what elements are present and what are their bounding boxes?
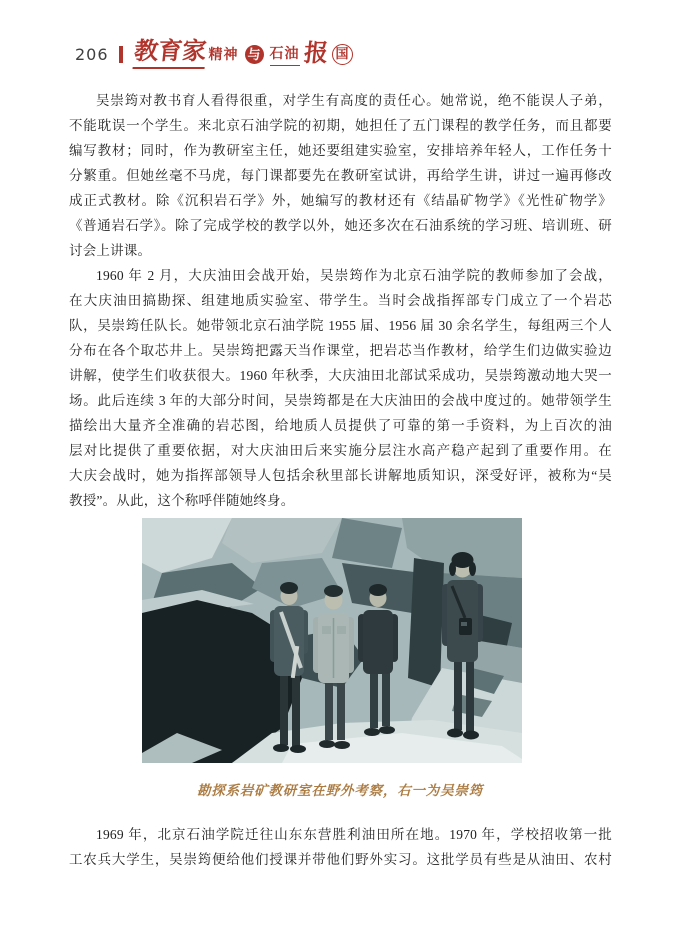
text-line: 《普通岩石学》。除了完成学校的教学以外，她还多次在石油系统的学习班、培训班、研 [69, 218, 612, 233]
text-line: 讲解，使学生们收获很大。1960 年秋季，大庆油田北部试采成功，吴崇筠激动地大哭一 [69, 368, 612, 383]
text-line: 大庆会战时，她为指挥部领导人包括余秋里部长讲解地质知识，深受好评，被称为“吴 [69, 468, 612, 483]
text-line: 1960 年 2 月，大庆油田会战开始，吴崇筠作为北京石油学院的教师参加了会战， [96, 268, 612, 283]
text-line: 成正式教材。除《沉积岩石学》外，她编写的教材还有《结晶矿物学》《光性矿物学》 [69, 193, 612, 208]
text-line: 队，吴崇筠任队长。她带领北京石油学院 1955 届、1956 届 30 余名学生，每组两三个人 [69, 318, 612, 333]
text-line: 吴崇筠对教书育人看得很重，对学生有高度的责任心。她常说，绝不能误人子弟， [96, 93, 612, 108]
header-divider-bar [119, 46, 123, 63]
text-line: 1969 年，北京石油学院迁往山东东营胜利油田所在地。1970 年，学校招收第一批 [96, 827, 612, 842]
article-body [69, 88, 612, 513]
text-line: 场。此后连续 3 年的大部分时间，吴崇筠都是在大庆油田的会战中度过的。她带领学生 [69, 393, 612, 408]
text-line: 描绘出大量齐全准确的岩芯图，给地质人员提供了可靠的第一手资料，为上百次的油 [69, 418, 612, 433]
book-title-logo [134, 40, 353, 69]
field-photo [142, 518, 522, 763]
logo-text-jingshen: 精神 [208, 48, 239, 63]
logo-text-shiyou: 石油 [270, 43, 300, 66]
text-line: 层对比提供了重要依据，对大庆油田后来实施分层注水高产稳产起到了重要作用。在 [69, 443, 612, 458]
page-number: 206 [75, 44, 109, 64]
text-line: 教授”。从此，这个称呼伴随她终身。 [69, 493, 295, 508]
logo-text-jiaoyujia: 教育家 [132, 40, 207, 69]
text-line: 工农兵大学生，吴崇筠便给他们授课并带他们野外实习。这批学员有些是从油田、农村 [69, 852, 612, 867]
paragraph-2 [69, 263, 612, 513]
paragraph-1 [69, 88, 612, 263]
logo-text-bao: 报 [302, 41, 329, 67]
logo-yu-circle-badge: 与 [245, 45, 264, 64]
page-header [75, 37, 353, 71]
text-line: 分布在各个取芯井上。吴崇筠把露天当作课堂，把岩芯当作教材，给学生们边做实验边 [69, 343, 612, 358]
text-line: 不能耽误一个学生。来北京石油学院的初期，她担任了五门课程的教学任务，而且都要 [69, 118, 612, 133]
text-line: 讨会上讲课。 [69, 243, 152, 258]
paragraph-3 [69, 822, 612, 872]
text-line: 分繁重。但她丝毫不马虎，每门课都要先在教研室试讲，再给学生讲，讲过一遍再修改 [69, 168, 612, 183]
photo-caption: 勘探系岩矿教研室在野外考察，右一为吴崇筠 [197, 783, 483, 798]
text-line: 在大庆油田搞勘探、组建地质实验室、带学生。当时会战指挥部专门成立了一个岩芯 [69, 293, 612, 308]
text-line: 编写教材；同时，作为教研室主任，她还要组建实验室，安排培养年轻人，工作任务十 [69, 143, 612, 158]
field-photo-image [142, 518, 522, 763]
logo-guo-circle-seal: 国 [332, 44, 353, 65]
